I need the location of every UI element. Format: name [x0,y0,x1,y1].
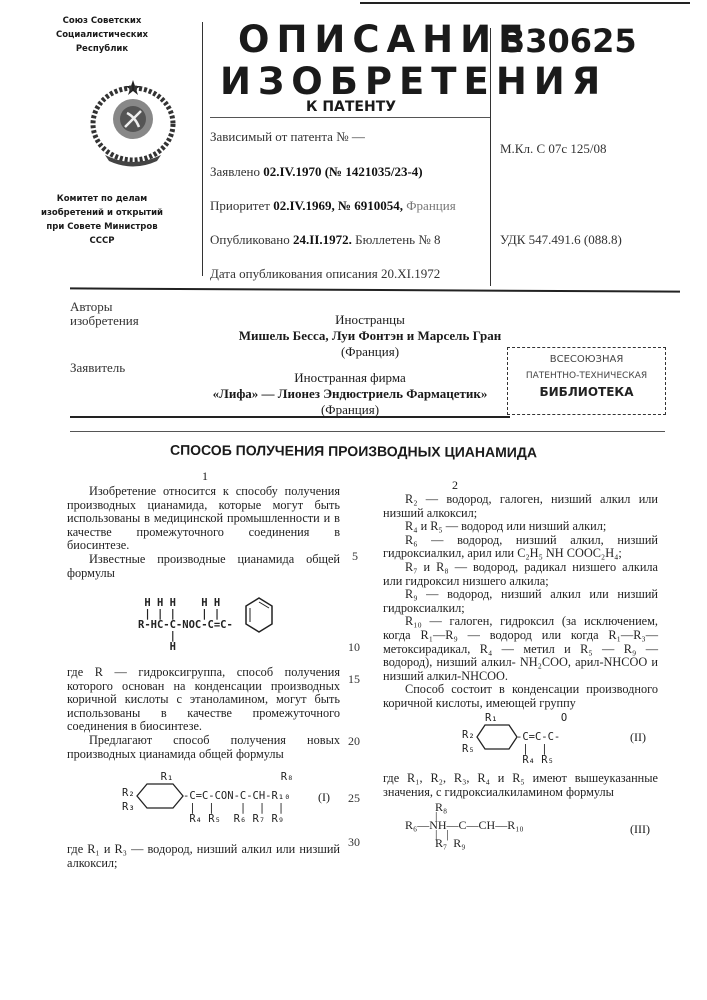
formula-II-top: R₁ O [466,713,567,724]
authors-block [200,312,540,360]
paragraph: где R₁, R₂, R₃, R₄ и R₅ имеют вышеуказанные значения, с гидроксиалкиламином формулы [383,772,658,799]
committee-line: при Совете Министров [37,220,167,234]
line-number: 30 [348,835,360,850]
paragraph: Предлагают способ получения новых производных цианамида общей формулы [67,734,340,761]
formula-I-label: (I) [318,790,330,805]
mkl-class: М.Кл. С 07с 125/08 [500,141,607,157]
dependent-field: Зависимый от патента № — [210,129,365,145]
paragraph: Изобретение относится к способу получения производных цианамида, которые могут быть использованы в медицинской промышленности и в качестве промежуточного соединения в биосинтезе. [67,485,340,553]
divider [70,431,665,432]
patent-number: 330625 [503,22,637,60]
formula-I-main: -C=C-CON-C-CH-R₁₀ [183,791,290,802]
doc-title-line1: ОПИСАНИЕ [238,18,530,61]
divider [70,416,510,418]
column-2-cont [383,772,658,799]
paragraph: R₁₀ — галоген, гидроксил (за исключением, когда R₁—R₉ — водород или когда R₁—R₃—метоксирадикал, R₄ — метил и R₅ — R₉ — водород), низший алкил- NH₂COO, арил-NHCOO и низший алкил-NHCOO. [383,615,658,683]
applicant-country: (Франция) [180,402,520,418]
line-number: 25 [348,791,360,806]
udk-code: УДК 547.491.6 (088.8) [500,232,622,248]
column-1-cont [67,666,340,761]
field-value: 24.II.1972. [293,232,352,247]
state-line: Социалистических [37,28,167,42]
priority-field [210,198,456,214]
divider [202,22,203,276]
state-line: Союз Советских [37,14,167,28]
stamp-line: ВСЕСОЮЗНАЯ [508,352,665,368]
label-line: Авторы [70,300,139,314]
field-label: Приоритет [210,198,270,213]
committee-line: изобретений и открытий [37,206,167,220]
doc-title-line2: ИЗОБРЕТЕНИЯ [220,60,607,103]
divider [70,287,680,292]
column-number: 2 [452,478,458,493]
field-label: Дата опубликования описания [210,266,378,281]
authors-note: Иностранцы [200,312,540,328]
paragraph: где R₁ и R₃ — водород, низший алкил или низший алкоксил; [67,843,340,870]
applicant-block [180,370,520,418]
published-field [210,232,440,248]
authors-names: Мишель Бесса, Луи Фонтэн и Марсель Гран [200,328,540,344]
formula-II-left: R₂ R₅ [462,728,475,756]
stamp-line: ПАТЕНТНО-ТЕХНИЧЕСКАЯ [508,368,665,384]
formula-II-bottom: | | R₄ R₅ [516,744,554,766]
paragraph: R₉ — водород, низший алкил или низший гидроксиалкил; [383,588,658,615]
formula-known: H H H H H | | | | | R-HC-C-NOC-C=C- | H [138,598,233,653]
line-number: 10 [348,640,360,655]
filed-field [210,164,423,180]
committee-line: СССР [37,234,167,248]
paragraph: где R — гидроксигруппа, способ получения которого основан на конденсации производных коричной кислоты с этаноламином, могут быть использованы в качестве промежуточного соединения в биосинтезе. [67,666,340,734]
divider [360,2,690,4]
benzene-ring-icon [135,782,185,810]
formula-I-bottom: | | | | | R₄ R₅ R₆ R₇ R₉ [183,803,284,825]
field-value: Франция [406,198,455,213]
field-label: Опубликовано [210,232,290,247]
ussr-emblem-icon [85,77,181,169]
line-number: 15 [348,672,360,687]
paragraph: R₄ и R₅ — водород или низший алкил; [383,520,658,534]
authors-label [70,300,139,328]
description-date-field [210,266,440,282]
authors-country: (Франция) [200,344,540,360]
field-label: Заявлено [210,164,260,179]
formula-III: R₈ | R₆—NH—C—CH—R₁₀ | | R₇ R₉ [405,803,524,848]
field-value: Бюллетень № 8 [355,232,440,247]
formula-III-label: (III) [630,822,650,837]
applicant-note: Иностранная фирма [180,370,520,386]
paragraph: R₇ и R₈ — водород, радикал низшего алкила или гидроксил низшего алкила; [383,561,658,588]
formula-I-left: R₂ R₃ [122,786,135,814]
library-stamp [507,347,666,415]
paragraph: Известные производные цианамида общей формулы [67,553,340,580]
field-value: 02.IV.1969, № 6910054, [273,198,403,213]
column-2 [383,493,658,711]
committee-name [37,192,167,248]
formula-II-label: (II) [630,730,646,745]
committee-line: Комитет по делам [37,192,167,206]
paragraph: R₂ — водород, галоген, низший алкил или низший алкоксил; [383,493,658,520]
field-value: 20.XI.1972 [381,266,440,281]
paragraph: Способ состоит в конденсации производного коричной кислоты, имеющей группу [383,683,658,710]
column-1-end [67,843,340,870]
column-number: 1 [202,469,208,484]
formula-II-main: -C=C-C- [516,732,560,743]
formula-I-top: R₁ R₈ [148,772,293,783]
paragraph: R₆ — водород, низший алкил, низший гидроксиалкил, арил или C₂H₅ NH COOC₂H₄; [383,534,658,561]
state-line: Республик [37,42,167,56]
state-name [37,14,167,56]
benzene-ring-icon [244,596,274,636]
divider [210,117,490,118]
column-1 [67,485,340,580]
label-line: изобретения [70,314,139,328]
applicant-name: «Лифа» — Лионез Эндюстриель Фармацетик» [180,386,520,402]
line-number: 20 [348,734,360,749]
benzene-ring-icon [475,723,519,751]
applicant-label: Заявитель [70,360,125,376]
invention-title: СПОСОБ ПОЛУЧЕНИЯ ПРОИЗВОДНЫХ ЦИАНАМИДА [0,441,707,462]
doc-subtitle: К ПАТЕНТУ [306,99,396,115]
stamp-line: БИБЛИОТЕКА [508,384,665,400]
field-value: 02.IV.1970 (№ 1421035/23-4) [263,164,422,179]
line-number: 5 [352,549,358,564]
